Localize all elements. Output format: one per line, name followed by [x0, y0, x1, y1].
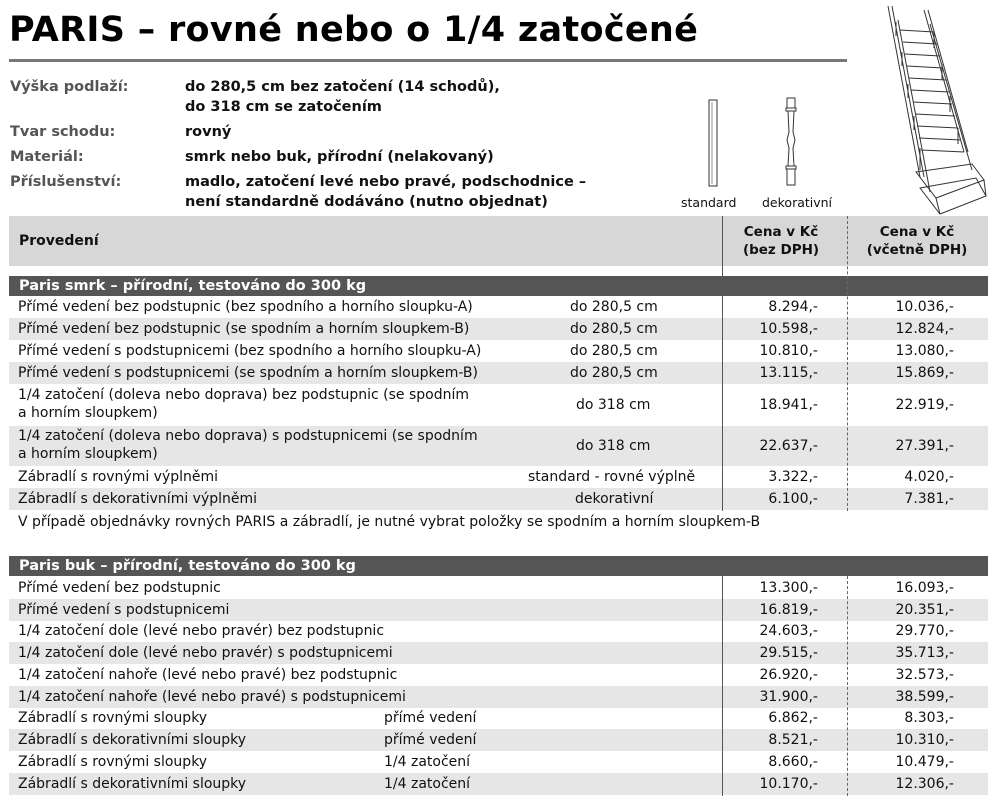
order-note: V případě objednávky rovných PARIS a zábradlí, je nutné vybrat položky se spodním a horním sloupkem-B [18, 514, 761, 530]
table-row [9, 384, 988, 426]
table-row [9, 340, 988, 362]
row-desc: Zábradlí s rovnými sloupky [18, 710, 208, 726]
row-spec: do 280,5 cm [570, 299, 658, 315]
table-row [9, 297, 988, 318]
table-row [9, 577, 988, 599]
row-price-net: 26.920,- [759, 667, 818, 683]
row-price-gross: 15.869,- [895, 365, 954, 381]
row-desc: a horním sloupkem) [18, 446, 158, 462]
row-price-net: 18.941,- [759, 397, 818, 413]
row-desc: Přímé vedení bez podstupnic (se spodním a horním sloupkem-B) [18, 321, 470, 337]
row-spec: 1/4 zatočení [384, 776, 471, 792]
row-price-gross: 13.080,- [895, 343, 954, 359]
section-title: Paris smrk – přírodní, testováno do 300 kg [19, 278, 367, 294]
row-spec: standard - rovné výplně [528, 469, 696, 485]
table-row [9, 426, 988, 466]
spec-label: Výška podlaží: [10, 79, 129, 95]
table-row [9, 686, 988, 708]
table-row [9, 488, 988, 510]
row-price-net: 13.300,- [759, 580, 818, 596]
row-price-net: 10.810,- [759, 343, 818, 359]
section-header-buk [9, 556, 988, 576]
table-row [9, 599, 988, 621]
column-divider-dashed [847, 216, 848, 511]
row-price-gross: 12.306,- [895, 776, 954, 792]
row-desc: Přímé vedení s podstupnicemi (se spodním a horním sloupkem-B) [18, 365, 478, 381]
row-desc: Zábradlí s dekorativními sloupky [18, 732, 247, 748]
row-price-net: 6.862,- [768, 710, 818, 726]
table-row [9, 466, 988, 488]
row-price-net: 29.515,- [759, 645, 818, 661]
row-desc: a horním sloupkem) [18, 405, 158, 421]
baluster-decorative-icon [779, 96, 803, 190]
baluster-caption-decorative: dekorativní [762, 195, 833, 210]
page-title: PARIS – rovné nebo o 1/4 zatočené [9, 10, 699, 50]
spec-label: Příslušenství: [10, 174, 122, 190]
row-price-net: 13.115,- [759, 365, 818, 381]
staircase-illustration [876, 2, 991, 220]
row-price-net: 8.660,- [768, 754, 818, 770]
row-price-net: 8.294,- [768, 299, 818, 315]
row-spec: do 318 cm [576, 397, 651, 413]
spec-value: rovný [185, 124, 232, 140]
row-desc: 1/4 zatočení nahoře (levé nebo pravé) bez podstupnic [18, 667, 398, 683]
row-price-net: 16.819,- [759, 602, 818, 618]
row-desc: Přímé vedení bez podstupnic (bez spodního a horního sloupku-A) [18, 299, 473, 315]
table-row [9, 318, 988, 340]
table-row [9, 664, 988, 686]
row-price-gross: 29.770,- [895, 623, 954, 639]
spec-value: do 280,5 cm bez zatočení (14 schodů), [185, 79, 500, 95]
row-desc: Přímé vedení s podstupnicemi (bez spodního a horního sloupku-A) [18, 343, 482, 359]
row-price-gross: 10.036,- [895, 299, 954, 315]
row-desc: 1/4 zatočení (doleva nebo doprava) s podstupnicemi (se spodním [18, 428, 478, 444]
row-price-net: 10.170,- [759, 776, 818, 792]
table-row [9, 708, 988, 729]
table-row [9, 751, 988, 773]
row-spec: přímé vedení [384, 732, 477, 748]
section-title: Paris buk – přírodní, testováno do 300 kg [19, 558, 356, 574]
row-price-gross: 35.713,- [895, 645, 954, 661]
row-price-net: 3.322,- [768, 469, 818, 485]
column-divider-dashed [847, 576, 848, 796]
row-spec: 1/4 zatočení [384, 754, 471, 770]
header-price-net [722, 223, 840, 259]
spec-label: Materiál: [10, 149, 84, 165]
row-price-gross: 27.391,- [895, 438, 954, 454]
row-price-gross: 12.824,- [895, 321, 954, 337]
row-price-gross: 7.381,- [904, 491, 954, 507]
column-divider [722, 216, 723, 511]
row-spec: do 280,5 cm [570, 365, 658, 381]
row-price-net: 6.100,- [768, 491, 818, 507]
row-price-gross: 4.020,- [904, 469, 954, 485]
spec-value: není standardně dodáváno (nutno objednat) [185, 194, 548, 210]
row-spec: přímé vedení [384, 710, 477, 726]
row-desc: Zábradlí s dekorativními sloupky [18, 776, 247, 792]
row-price-net: 24.603,- [759, 623, 818, 639]
spec-value: smrk nebo buk, přírodní (nelakovaný) [185, 149, 494, 165]
table-row [9, 362, 988, 384]
row-price-net: 8.521,- [768, 732, 818, 748]
row-price-gross: 16.093,- [895, 580, 954, 596]
baluster-standard-icon [700, 98, 724, 190]
row-spec: do 280,5 cm [570, 343, 658, 359]
table-row [9, 621, 988, 642]
row-spec: do 318 cm [576, 438, 651, 454]
row-price-gross: 38.599,- [895, 689, 954, 705]
row-desc: 1/4 zatočení dole (levé nebo pravér) bez podstupnic [18, 623, 385, 639]
header-provedeni: Provedení [19, 233, 99, 249]
header-price-net-line: Cena v Kč [743, 224, 819, 240]
row-desc: Přímé vedení s podstupnicemi [18, 602, 230, 618]
spec-value: do 318 cm se zatočením [185, 99, 382, 115]
row-desc: Zábradlí s rovnými sloupky [18, 754, 208, 770]
row-desc: Přímé vedení bez podstupnic [18, 580, 221, 596]
row-price-net: 22.637,- [759, 438, 818, 454]
spec-label: Tvar schodu: [10, 124, 116, 140]
title-underline [9, 59, 847, 62]
row-price-gross: 22.919,- [895, 397, 954, 413]
baluster-caption-standard: standard [681, 195, 737, 210]
header-price-gross-line: (včetně DPH) [866, 242, 968, 258]
row-price-net: 31.900,- [759, 689, 818, 705]
row-spec: dekorativní [575, 491, 654, 507]
header-price-gross [854, 223, 980, 259]
row-price-net: 10.598,- [759, 321, 818, 337]
row-desc: Zábradlí s dekorativními výplněmi [18, 491, 258, 507]
table-row [9, 642, 988, 664]
table-row [9, 729, 988, 751]
row-desc: Zábradlí s rovnými výplněmi [18, 469, 219, 485]
header-price-gross-line: Cena v Kč [879, 224, 955, 240]
row-price-gross: 10.479,- [895, 754, 954, 770]
row-desc: 1/4 zatočení (doleva nebo doprava) bez podstupnic (se spodním [18, 387, 470, 403]
table-row [9, 773, 988, 795]
row-price-gross: 10.310,- [895, 732, 954, 748]
table-header [9, 216, 988, 266]
row-desc: 1/4 zatočení dole (levé nebo pravér) s podstupnicemi [18, 645, 393, 661]
spec-value: madlo, zatočení levé nebo pravé, podschodnice – [185, 174, 587, 190]
row-spec: do 280,5 cm [570, 321, 658, 337]
header-price-net-line: (bez DPH) [742, 242, 820, 258]
row-price-gross: 8.303,- [904, 710, 954, 726]
section-header-smrk [9, 276, 988, 296]
row-desc: 1/4 zatočení nahoře (levé nebo pravé) s podstupnicemi [18, 689, 406, 705]
column-divider [722, 576, 723, 796]
row-price-gross: 20.351,- [895, 602, 954, 618]
row-price-gross: 32.573,- [895, 667, 954, 683]
